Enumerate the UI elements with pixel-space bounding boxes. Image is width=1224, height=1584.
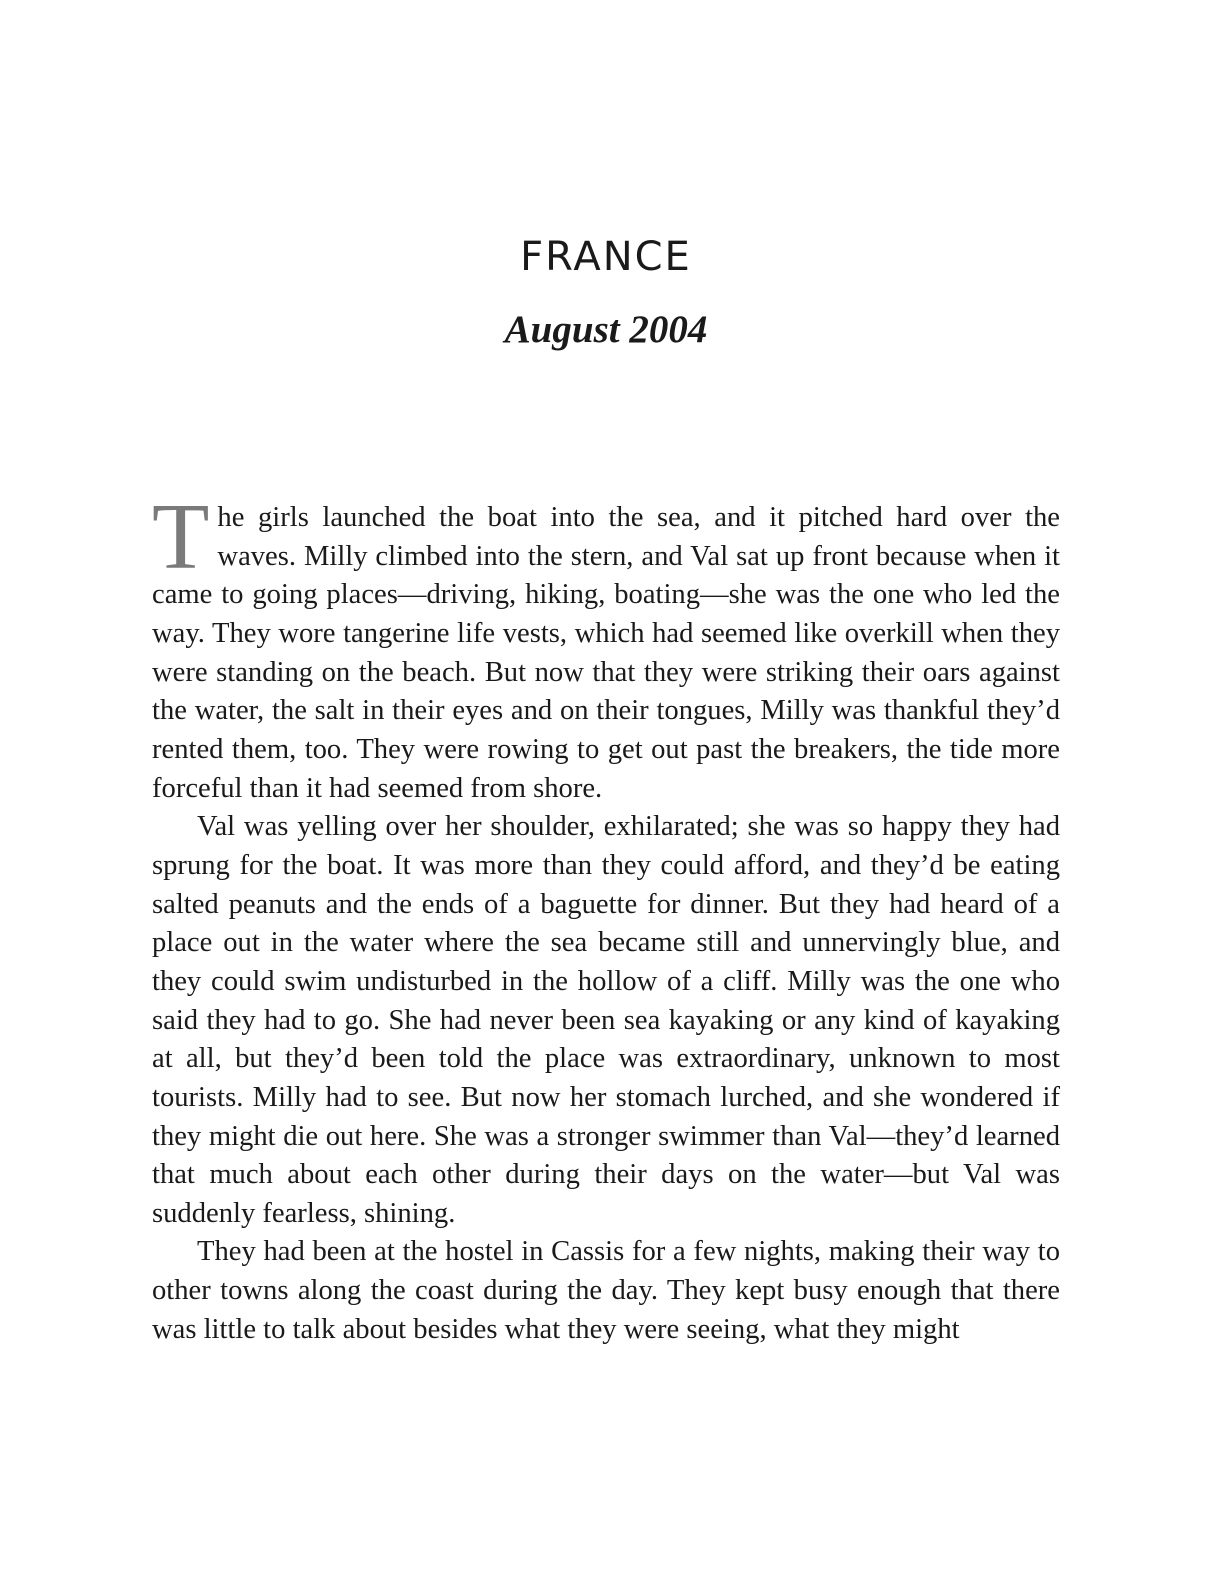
paragraph-text: he girls launched the boat into the sea, and it pitched hard over the waves. Milly climbed into the stern, and Val sat up front because when it came to going places—driving, hiking, boating—she was the one who led the way. They wore tangerine life vests, which had seemed like overkill when they were standing on the beach. But now that they were striking their oars against the water, the salt in their eyes and on their tongues, Milly was thankful they’d rented them, too. They were rowing to get out past the breakers, the tide more forceful than it had seemed from shore.: [152, 502, 1060, 804]
chapter-subtitle: August 2004: [504, 308, 708, 351]
chapter-title: FRANCE: [520, 234, 692, 280]
paragraph: [152, 485, 1060, 808]
drop-cap: T: [152, 485, 210, 589]
paragraph: They had been at the hostel in Cassis for a few nights, making their way to other towns along the coast during the day. They kept busy enough that there was little to talk about besides what they were seeing, what they might: [152, 1236, 1060, 1345]
paragraph: Val was yelling over her shoulder, exhilarated; she was so happy they had sprung for the boat. It was more than they could afford, and they’d be eating salted peanuts and the ends of a baguette for dinner. But they had heard of a place out in the water where the sea became still and unnervingly blue, and they could swim undisturbed in the hollow of a cliff. Milly was the one who said they had to go. She had never been sea kayaking or any kind of kayaking at all, but they’d been told the place was extraordinary, unknown to most tourists. Milly had to see. But now her stomach lurched, and she wondered if they might die out here. She was a stronger swimmer than Val—they’d learned that much about each other during their days on the water—but Val was suddenly fearless, shining.: [152, 811, 1060, 1229]
chapter-body: [152, 485, 1060, 1349]
